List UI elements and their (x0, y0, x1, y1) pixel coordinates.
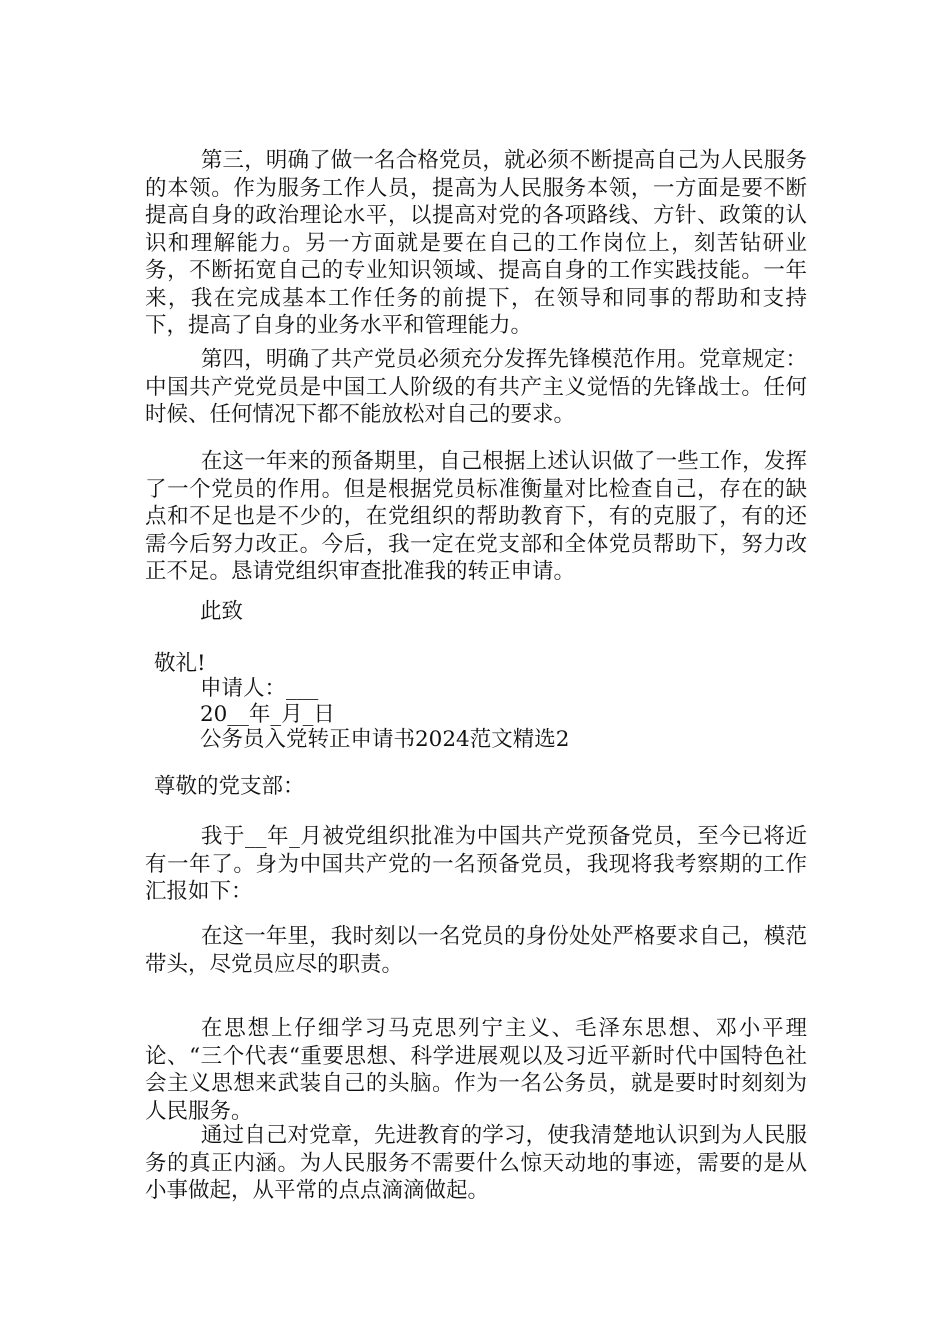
paragraph-third-point: 第三，明确了做一名合格党员，就必须不断提高自己为人民服务的本领。作为服务工作人员，提高为人民服务本领，一方面是要不断提高自身的政治理论水平，以提高对党的各项路线、方针、政策的认识和理解能力。另一方面就是要在自己的工作岗位上，刻苦钻研业务，不断拓宽自己的专业知识领域、提高自身的工作实践技能。一年来，我在完成基本工作任务的前提下，在领导和同事的帮助和支持下，提高了自身的业务水平和管理能力。 (145, 148, 807, 338)
closing-phrase: 此致 (200, 599, 244, 624)
paragraph-ideology-study: 在思想上仔细学习马克思列宁主义、毛泽东思想、邓小平理论、“三个代表“重要思想、科学进展观以及习近平新时代中国特色社会主义思想来武装自己的头脑。作为一名公务员，就是要时时刻刻为人民服务。 (145, 1016, 807, 1124)
paragraph-party-charter-study: 通过自己对党章，先进教育的学习，使我清楚地认识到为人民服务的真正内涵。为人民服务不需要什么惊天动地的事迹，需要的是从小事做起，从平常的点点滴滴做起。 (145, 1123, 807, 1203)
paragraph-probation-summary: 在这一年来的预备期里，自己根据上述认识做了一些工作，发挥了一个党员的作用。但是根据党员标准衡量对比检查自己，存在的缺点和不足也是不少的，在党组织的帮助教育下，有的克服了，有的还需今后努力改正。今后，我一定在党支部和全体党员帮助下，努力改正不足。恳请党组织审查批准我的转正申请。 (145, 449, 807, 584)
paragraph-role-model: 在这一年里，我时刻以一名党员的身份处处严格要求自己，模范带头，尽党员应尽的职责。 (145, 924, 807, 977)
applicant-signature: 申请人：___ (200, 676, 319, 701)
salutation: 敬礼! (154, 651, 206, 676)
paragraph-fourth-point: 第四，明确了共产党员必须充分发挥先锋模范作用。党章规定：中国共产党党员是中国工人阶级的有共产主义觉悟的先锋战士。任何时候、任何情况下都不能放松对自己的要求。 (145, 347, 807, 427)
paragraph-report-intro: 我于__年_月被党组织批准为中国共产党预备党员，至今已将近有一年了。身为中国共产党的一名预备党员，我现将我考察期的工作汇报如下： (145, 824, 807, 904)
date-line: 20__年_月_日 (200, 702, 335, 727)
section-title: 公务员入党转正申请书2024范文精选2 (200, 727, 570, 752)
greeting-line: 尊敬的党支部： (154, 774, 305, 799)
